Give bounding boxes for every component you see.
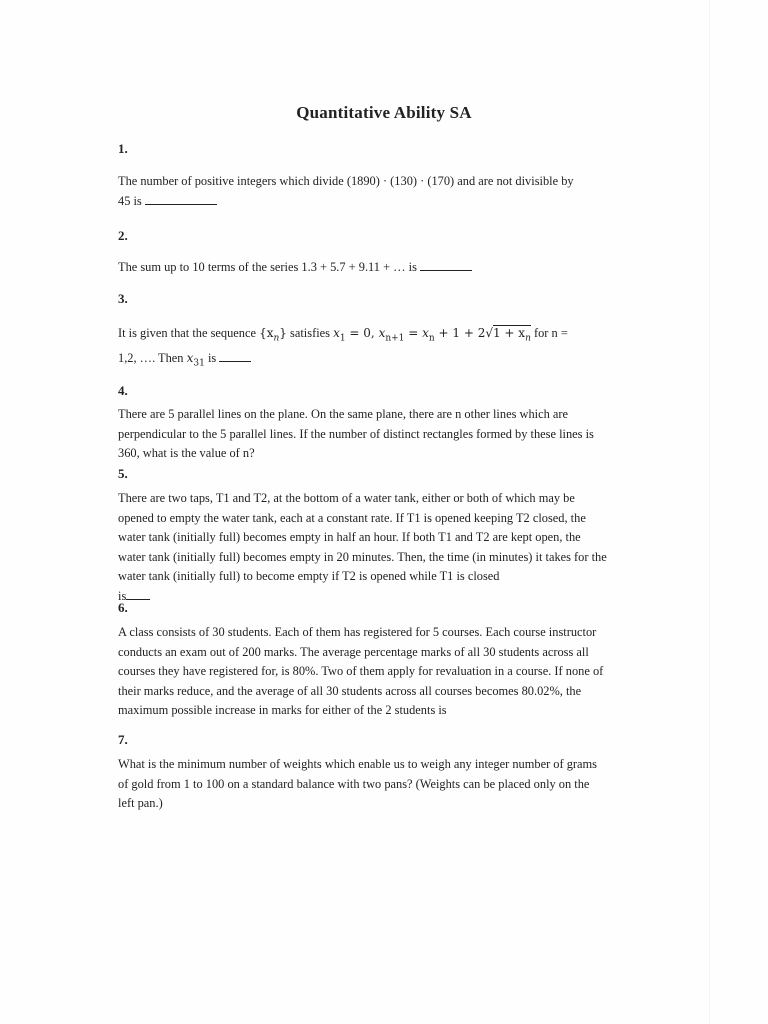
answer-blank	[420, 258, 472, 271]
question-7-text: What is the minimum number of weights which enable us to weigh any integer number of grams of gold from 1 to 100 on a standard balance with two pans? (Weights can be placed only on the left pan.)	[118, 757, 597, 810]
question-1-line2: 45 is	[118, 193, 142, 208]
question-5-number: 5.	[118, 466, 128, 481]
question-4-text: There are 5 parallel lines on the plane. On the same plane, there are n other lines which are perpendicular to the 5 parallel lines. If the number of distinct rectangles formed by these lines is 360, what is the value of n?	[118, 407, 594, 460]
x31-term	[186, 350, 205, 369]
question-3-line2-end: is	[204, 350, 217, 365]
question-3-intro: It is given that the sequence	[118, 326, 256, 340]
x31-var: x	[186, 350, 194, 365]
document-title: Quantitative Ability SA	[296, 103, 472, 122]
sqrt-sub: n	[525, 333, 531, 344]
seq-subscript: n	[273, 333, 280, 344]
xn1-sub: n+1	[385, 333, 405, 344]
question-3-for-n: for n =	[533, 326, 568, 340]
question-3-line2-start: 1,2, …. Then	[118, 350, 184, 365]
xn-sub: n	[428, 333, 435, 344]
question-4-number: 4.	[118, 383, 128, 398]
x31-sub: 31	[193, 358, 205, 369]
plus-terms: + 1 + 2	[434, 326, 486, 340]
question-5-text	[118, 489, 608, 606]
sequence-notation	[259, 326, 287, 344]
question-3-text	[118, 324, 618, 374]
question-3-satisfies: satisfies	[290, 326, 330, 340]
question-5-end: is	[118, 588, 127, 603]
question-3-number: 3.	[118, 291, 128, 306]
question-2-body: The sum up to 10 terms of the series 1.3 + 5.7 + 9.11 + … is	[118, 260, 417, 274]
question-6-number: 6.	[118, 600, 128, 615]
xn1-var: x	[378, 326, 386, 340]
sqrt-radicand	[492, 325, 531, 344]
question-2-number: 2.	[118, 228, 128, 243]
seq-close: }	[279, 326, 287, 340]
answer-blank	[219, 349, 251, 362]
seq-open: {x	[259, 326, 274, 340]
x1-value: = 0,	[345, 326, 375, 340]
x1-var: x	[333, 326, 340, 340]
page-edge-shadow	[709, 0, 710, 1024]
equals: =	[404, 326, 423, 340]
question-7-number: 7.	[118, 732, 128, 747]
question-1-text	[118, 172, 618, 211]
xn-var: x	[422, 326, 429, 340]
question-5-body: There are two taps, T1 and T2, at the bottom of a water tank, either or both of which may be opened to empty the water tank, each at a constant rate. If T1 is opened keeping T2 closed, the water tank (initially full) becomes empty in half an hour. If both T1 and T2 are kept open, the water tank (initially full) becomes empty in 20 minutes. Then, the time (in minutes) it takes for the water tank (initially full) to become empty if T2 is opened while T1 is closed	[118, 491, 607, 583]
answer-blank	[145, 192, 217, 205]
question-6-text: A class consists of 30 students. Each of them has registered for 5 courses. Each course instructor conducts an exam out of 200 marks. The average percentage marks of all 30 students across all courses they have registered for, is 80%. Two of them apply for revaluation in a course. If none of their marks reduce, and the average of all 30 students across all courses becomes 80.02%, the maximum possible increase in marks for either of the 2 students is	[118, 625, 604, 717]
question-1-number: 1.	[118, 141, 128, 156]
sqrt-inner: 1 + x	[492, 326, 526, 340]
answer-blank	[126, 587, 150, 600]
question-1-line1: The number of positive integers which divide (1890) · (130) · (170) and are not divisible by	[118, 174, 574, 188]
recurrence-equation: $x_1 = 0$, $x_{n+1} = x_n + 1 + 2√1 + x_n$	[333, 326, 531, 344]
x1-sub: 1	[339, 333, 346, 344]
question-2-text	[118, 258, 608, 278]
